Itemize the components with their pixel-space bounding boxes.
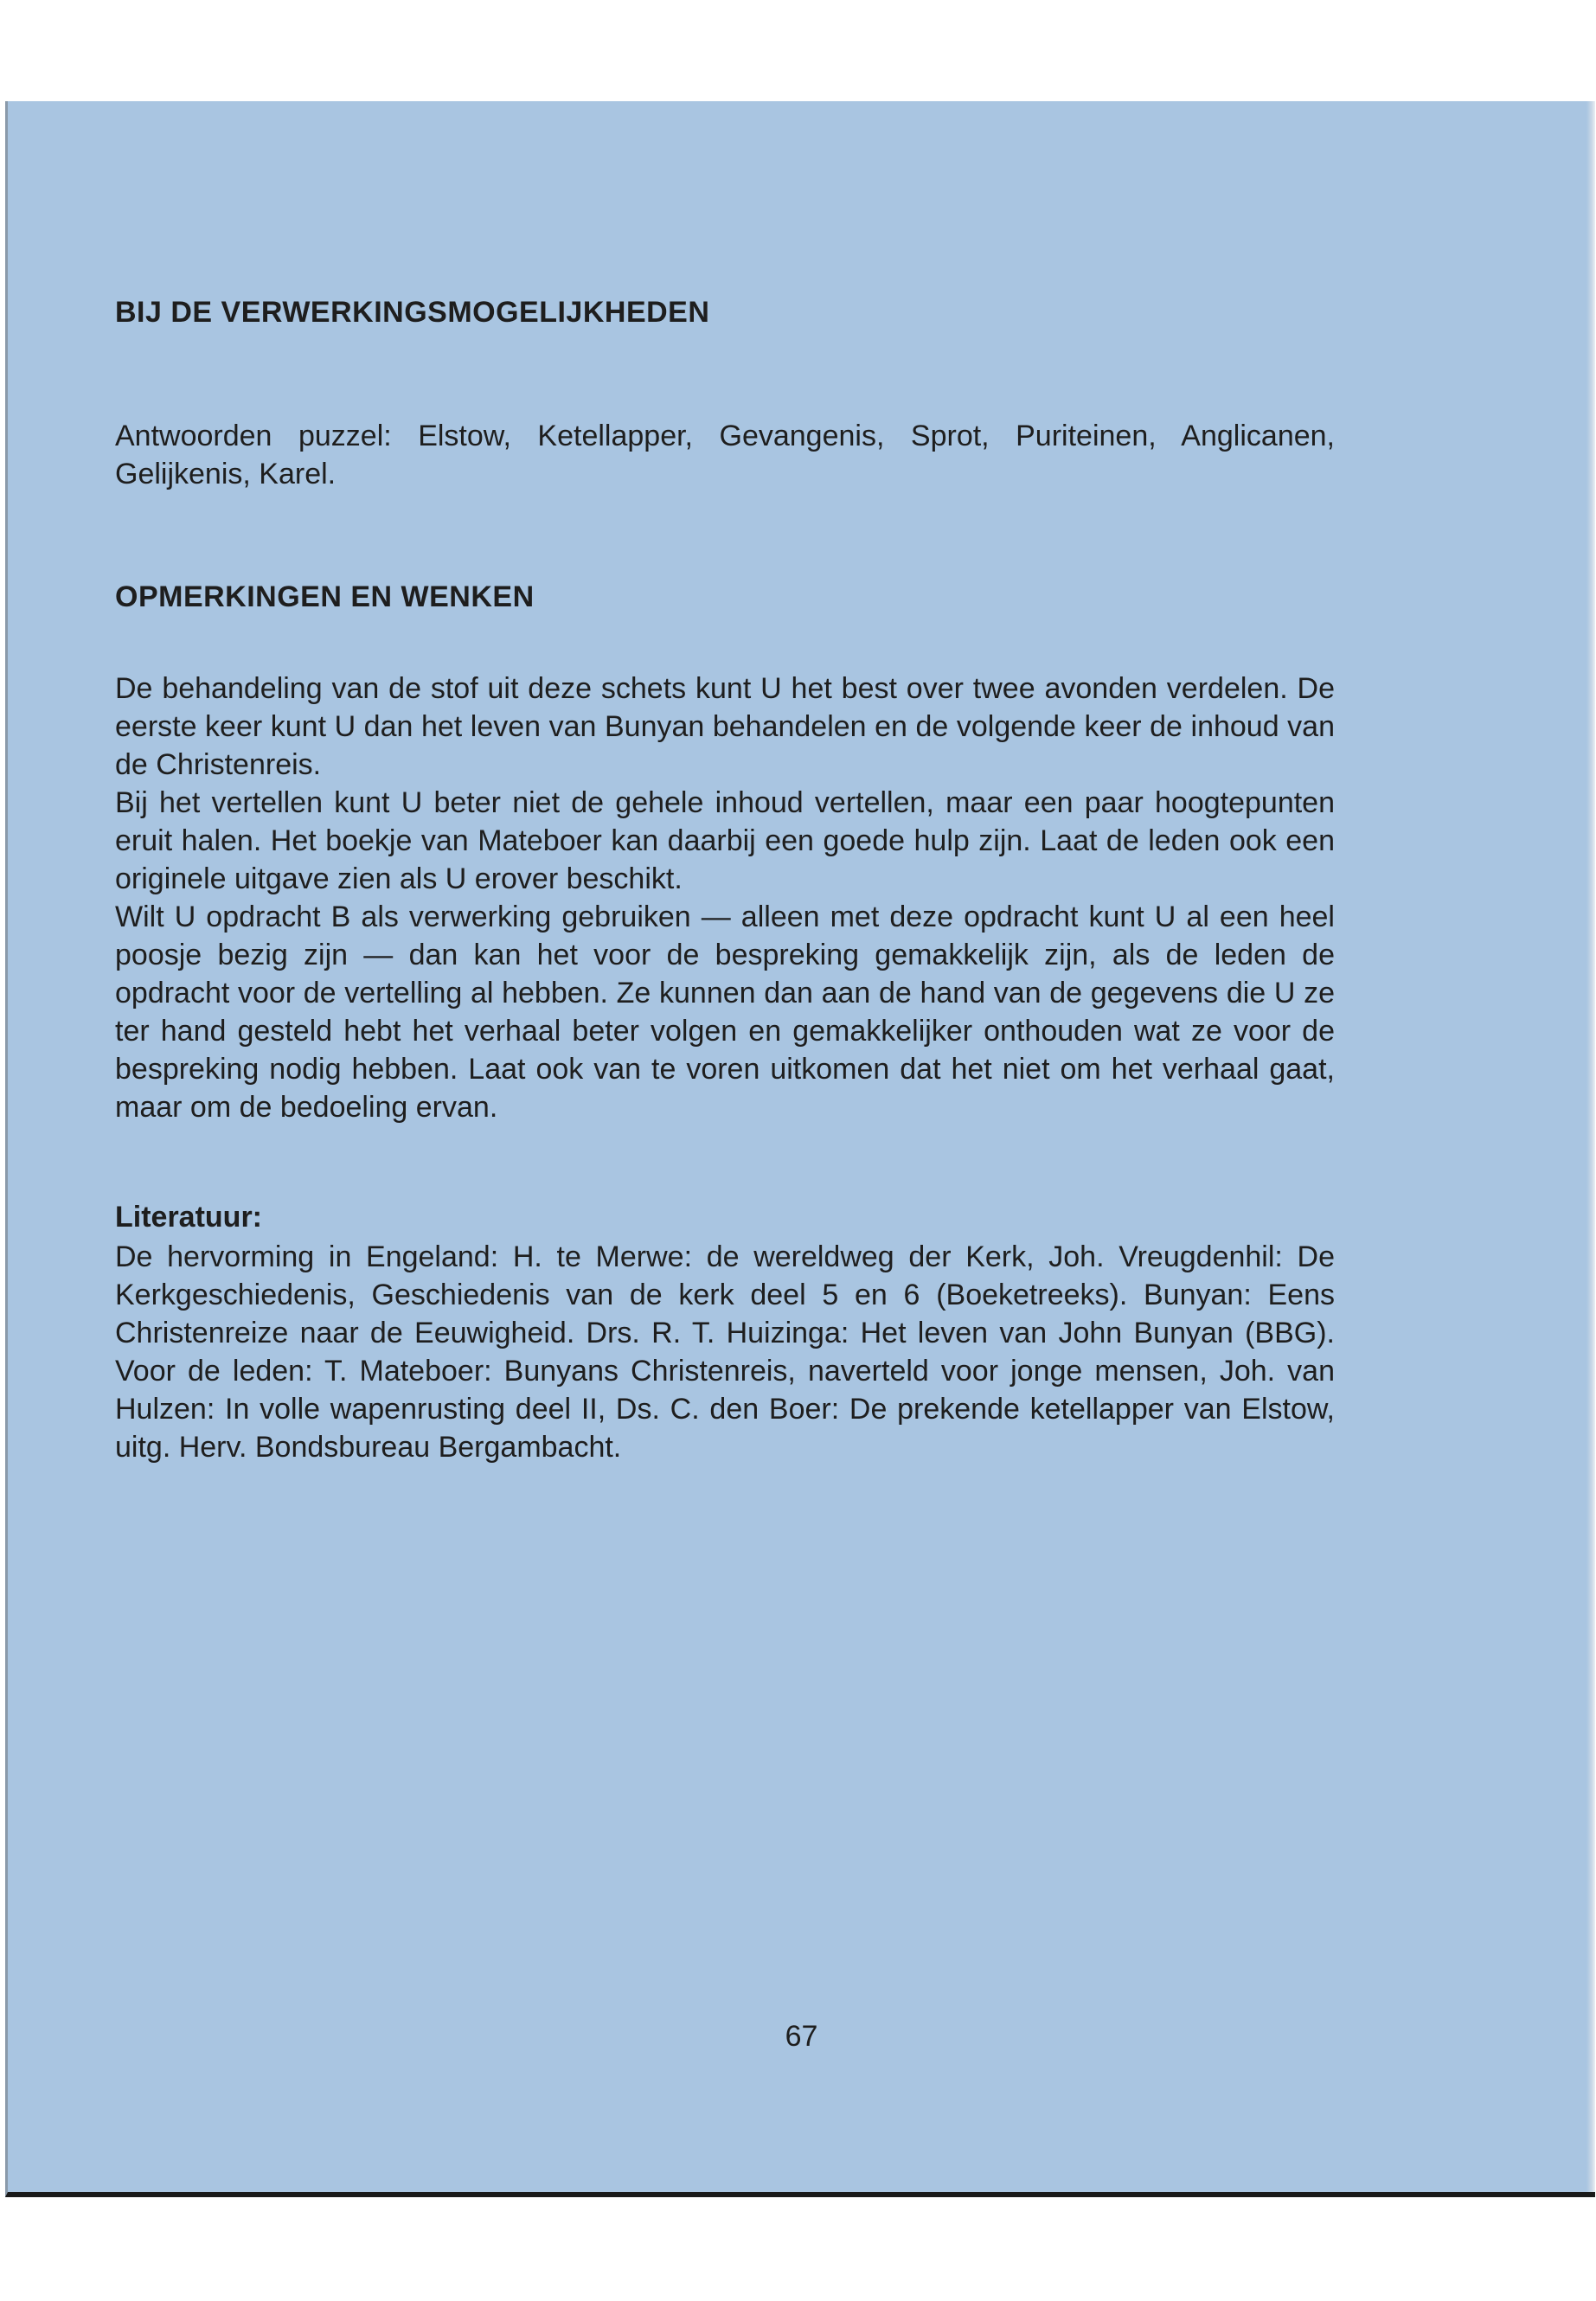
document-page bbox=[5, 101, 1595, 2197]
section-title-verwerkingsmogelijkheden: BIJ DE VERWERKINGSMOGELIJKHEDEN bbox=[115, 296, 710, 329]
puzzle-answers-paragraph: Antwoorden puzzel: Elstow, Ketellapper, Gevangenis, Sprot, Puriteinen, Anglicanen, Gelijkenis, Karel. bbox=[115, 420, 1335, 490]
literature-paragraph: De hervorming in Engeland: H. te Merwe: de wereldweg der Kerk, Joh. Vreugdenhil: De Kerkgeschiedenis, Geschiedenis van de kerk deel 5 en 6 (Boeketreeks). Bunyan: Eens Christenreize naar de Eeuwigheid. Drs. R. T. Huizinga: Het leven van John Bunyan (BBG). Voor de leden: T. Mateboer: Bunyans Christenreis, naverteld voor jonge mensen, Joh. van Hulzen: In volle wapenrusting deel II, Ds. C. den Boer: De prekende ketellapper van Elstow, uitg. Herv. Bondsbureau Bergambacht. bbox=[115, 1240, 1335, 1464]
section-title-opmerkingen: OPMERKINGEN EN WENKEN bbox=[115, 580, 535, 613]
page-number: 67 bbox=[785, 2020, 818, 2053]
opmerkingen-paragraph-3: Wilt U opdracht B als verwerking gebruiken — alleen met deze opdracht kunt U al een heel poosje bezig zijn — dan kan het voor de bespreking gemakkelijk zijn, als de leden de opdracht voor de vertelling al hebben. Ze kunnen dan aan de hand van de gegevens die U ze ter hand gesteld hebt het verhaal beter volgen en gemakkelijker onthouden wat ze voor de bespreking nodig hebben. Laat ook van te voren uitkomen dat het niet om het verhaal gaat, maar om de bedoeling ervan. bbox=[115, 901, 1335, 1124]
literature-title: Literatuur: bbox=[115, 1201, 262, 1234]
page-edge bbox=[1586, 101, 1595, 2192]
opmerkingen-body bbox=[115, 670, 1335, 1126]
page-content bbox=[115, 295, 1335, 1466]
opmerkingen-paragraph-2: Bij het vertellen kunt U beter niet de gehele inhoud vertellen, maar een paar hoogtepunten eruit halen. Het boekje van Mateboer kan daarbij een goede hulp zijn. Laat de leden ook een originele uitgave zien als U erover beschikt. bbox=[115, 786, 1335, 895]
opmerkingen-paragraph-1: De behandeling van de stof uit deze schets kunt U het best over twee avonden verdelen. De eerste keer kunt U dan het leven van Bunyan behandelen en de volgende keer de inhoud van de Christenreis. bbox=[115, 672, 1335, 781]
